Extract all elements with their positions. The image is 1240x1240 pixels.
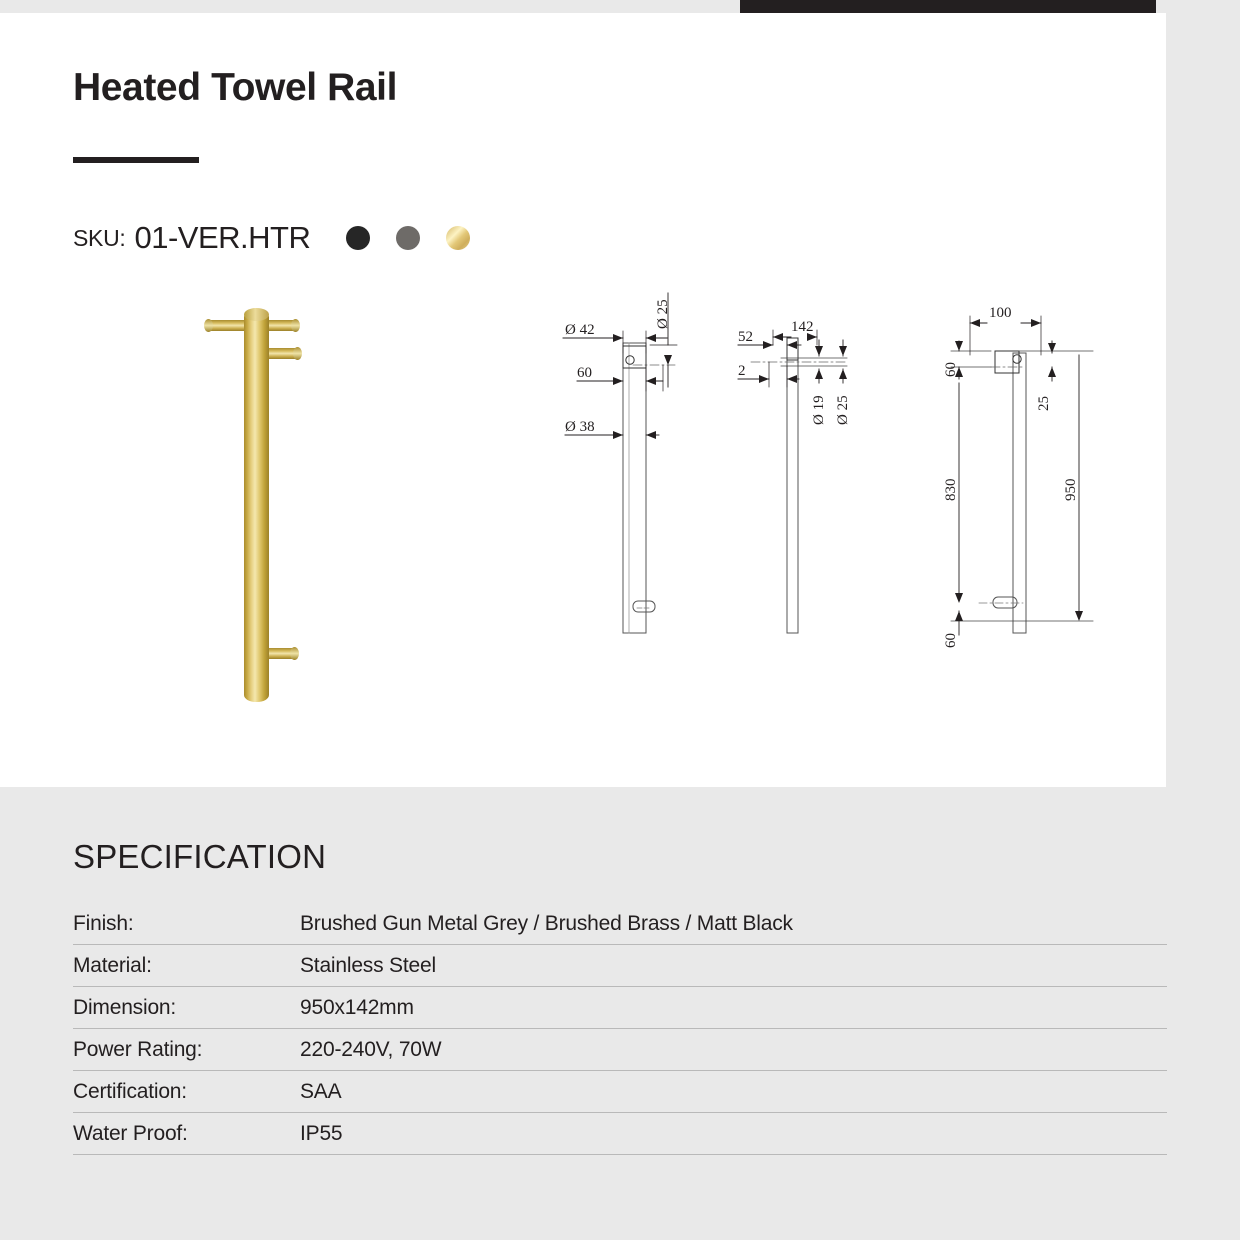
drawing-front-elevation	[563, 293, 677, 633]
dim-label-950: 950	[1063, 478, 1079, 501]
dim-label-60-front: 60	[577, 365, 592, 381]
table-row	[73, 987, 1167, 1029]
swatch-matt-black[interactable]	[346, 226, 370, 250]
dim-label-52: 52	[738, 329, 753, 345]
table-row	[73, 1029, 1167, 1071]
spec-key: Dimension:	[73, 995, 177, 1019]
dim-label-d42: Ø 42	[565, 322, 595, 338]
product-arm-cap-bottom	[290, 647, 299, 660]
table-row	[73, 1071, 1167, 1113]
dim-label-d25-front: Ø 25	[655, 299, 671, 329]
spec-key: Finish:	[73, 911, 134, 935]
dim-label-60-right: 60	[943, 362, 959, 377]
dim-label-60-bottom: 60	[943, 633, 959, 648]
dim-label-d38: Ø 38	[565, 419, 595, 435]
dim-label-25-right: 25	[1036, 396, 1052, 411]
spec-value: Brushed Gun Metal Grey / Brushed Brass / Matt Black	[300, 911, 793, 935]
title-underline-rule	[73, 157, 199, 163]
dim-label-100: 100	[989, 305, 1012, 321]
product-arm-cap-right	[291, 319, 300, 332]
finish-swatch-group	[346, 226, 496, 250]
page-title: Heated Towel Rail	[73, 66, 398, 109]
product-arm-cap-middle	[293, 347, 302, 360]
product-arm-cap-left	[204, 319, 213, 332]
spec-value: SAA	[300, 1079, 342, 1103]
swatch-gun-metal-grey[interactable]	[396, 226, 420, 250]
dim-label-d25-side: Ø 25	[835, 395, 851, 425]
swatch-brushed-brass[interactable]	[446, 226, 470, 250]
table-row	[73, 1113, 1167, 1155]
table-row	[73, 903, 1167, 945]
spec-key: Water Proof:	[73, 1121, 188, 1145]
spec-value: 220-240V, 70W	[300, 1037, 442, 1061]
product-rail-top-cap	[244, 308, 269, 321]
spec-value: 950x142mm	[300, 995, 414, 1019]
drawing-overall-elevation	[951, 316, 1093, 635]
spec-value: IP55	[300, 1121, 343, 1145]
sku-row	[73, 218, 496, 258]
drawing-side-elevation	[738, 330, 847, 633]
dim-label-142: 142	[791, 319, 814, 335]
specification-heading: SPECIFICATION	[73, 838, 327, 875]
product-image	[196, 296, 326, 706]
dim-label-830: 830	[943, 478, 959, 501]
dim-label-2: 2	[738, 363, 746, 379]
spec-value: Stainless Steel	[300, 953, 436, 977]
sku-value: 01-VER.HTR	[134, 220, 311, 255]
spec-key: Certification:	[73, 1079, 187, 1103]
specification-table	[73, 903, 1167, 1155]
spec-key: Material:	[73, 953, 152, 977]
top-accent-bar	[740, 0, 1156, 13]
technical-drawings	[555, 283, 1115, 653]
product-rail-body	[244, 310, 269, 702]
dim-label-d19: Ø 19	[811, 395, 827, 425]
table-row	[73, 945, 1167, 987]
sku-label: SKU:	[73, 224, 126, 251]
spec-key: Power Rating:	[73, 1037, 203, 1061]
